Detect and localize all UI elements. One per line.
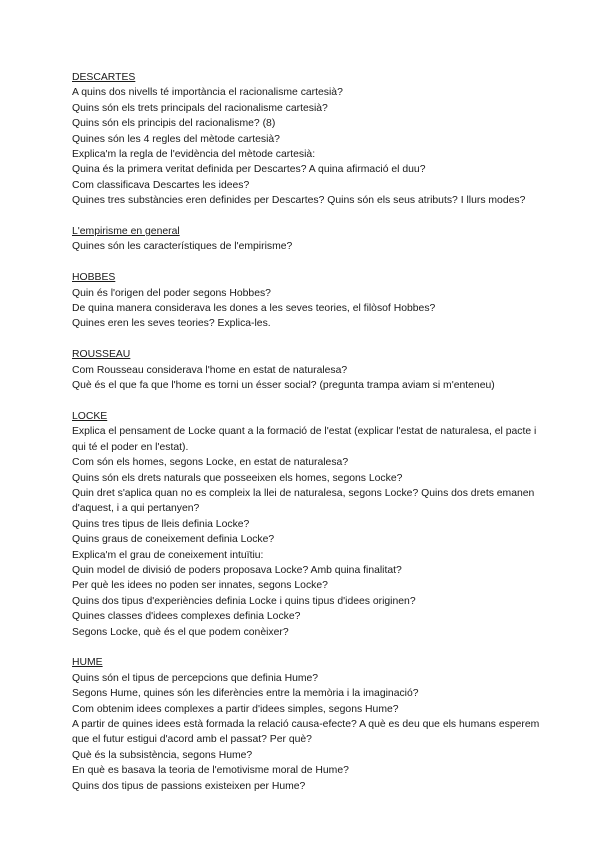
- section-locke: [72, 409, 542, 640]
- question: Quins són els trets principals del racionalisme cartesià?: [72, 102, 328, 114]
- section-rousseau: [72, 347, 542, 393]
- section-heading: DESCARTES: [72, 72, 136, 83]
- question: Explica el pensament de Locke quant a la formació de l'estat (explicar l'estat de naturalesa, el pacte i qui té el poder en l'estat).: [72, 426, 537, 453]
- question: Quins són el tipus de percepcions que definia Hume?: [72, 672, 319, 684]
- section-heading: L'empirisme en general: [72, 226, 180, 238]
- question: Què és la subsistència, segons Hume?: [72, 749, 253, 761]
- question: Quin dret s'aplica quan no es compleix la llei de naturalesa, segons Locke? Quins dos drets emanen d'aquest, i a qui pertanyen?: [72, 487, 535, 515]
- question: Quines són les característiques de l'empirisme?: [72, 241, 293, 253]
- question: Quins dos tipus de passions existeixen per Hume?: [72, 780, 306, 792]
- question: A quins dos nivells té importància el racionalisme cartesià?: [72, 87, 343, 99]
- question: Com són els homes, segons Locke, en estat de naturalesa?: [72, 457, 349, 469]
- section-heading: LOCKE: [72, 410, 108, 422]
- question: Segons Hume, quines són les diferències entre la memòria i la imaginació?: [72, 688, 419, 700]
- question: Quines són les 4 regles del mètode cartesià?: [72, 133, 280, 145]
- question: De quina manera considerava les dones a les seves teories, el filòsof Hobbes?: [72, 303, 436, 315]
- question: Com obtenim idees complexes a partir d'idees simples, segons Hume?: [72, 703, 399, 715]
- question: Quines tres substàncies eren definides per Descartes? Quins són els seus atributs? I llurs modes?: [72, 195, 526, 207]
- question: Quin model de divisió de poders proposava Locke? Amb quina finalitat?: [72, 564, 402, 576]
- question: A partir de quines idees està formada la relació causa-efecte? A què es deu que els humans esperem que el futur estigui d'acord amb el passat? Per què?: [72, 718, 540, 746]
- section-descartes: [72, 70, 542, 209]
- section-heading: HUME: [72, 657, 103, 669]
- question: Explica'm el grau de coneixement intuïtiu:: [72, 549, 264, 561]
- section-heading: HOBBES: [72, 272, 116, 284]
- question: Quina és la primera veritat definida per Descartes? A quina afirmació el duu?: [72, 164, 426, 176]
- question: Quins dos tipus d'experiències definia Locke i quins tipus d'idees originen?: [72, 595, 416, 607]
- section-hume: [72, 655, 542, 794]
- question: Com Rousseau considerava l'home en estat de naturalesa?: [72, 364, 348, 376]
- section-heading: ROUSSEAU: [72, 349, 131, 361]
- question: Quines classes d'idees complexes definia Locke?: [72, 611, 301, 623]
- question: Quin és l'origen del poder segons Hobbes?: [72, 287, 271, 299]
- question: Segons Locke, què és el que podem conèixer?: [72, 626, 289, 638]
- question: Quins tres tipus de lleis definia Locke?: [72, 518, 250, 530]
- document-page: [72, 70, 542, 809]
- section-empirisme: [72, 224, 542, 255]
- question: Quines eren les seves teories? Explica-les.: [72, 318, 271, 330]
- question: Quins graus de coneixement definia Locke?: [72, 534, 275, 546]
- question: Explica'm la regla de l'evidència del mètode cartesià:: [72, 149, 316, 161]
- question: En què es basava la teoria de l'emotivisme moral de Hume?: [72, 765, 349, 777]
- question: Com classificava Descartes les idees?: [72, 179, 250, 191]
- question: Quins són els drets naturals que posseeixen els homes, segons Locke?: [72, 472, 403, 484]
- section-hobbes: [72, 270, 542, 332]
- question: Què és el que fa que l'home es torni un ésser social? (pregunta trampa aviam si m'enteneu): [72, 380, 495, 392]
- question: Quins són els principis del racionalisme? (8): [72, 118, 276, 130]
- question: Per què les idees no poden ser innates, segons Locke?: [72, 580, 328, 592]
